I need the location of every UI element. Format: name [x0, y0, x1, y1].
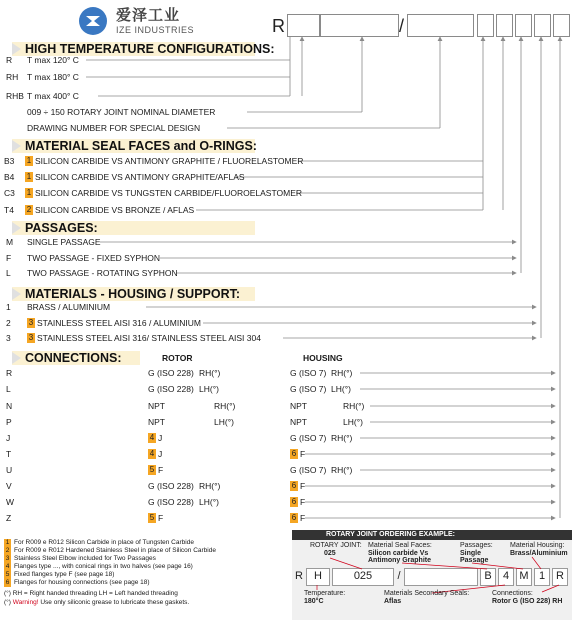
- rotor-thread: F: [158, 465, 164, 475]
- rotor-hand: RH(°): [199, 481, 221, 491]
- example-code-value: H: [314, 570, 322, 582]
- rotor-hand: LH(°): [214, 417, 234, 427]
- rotor-thread: J: [158, 449, 163, 459]
- example-passages-label: Passages:: [460, 542, 493, 549]
- row-text: T max 180° C: [27, 72, 79, 82]
- row-text: T max 400° C: [27, 91, 79, 101]
- housing-thread: G (ISO 7): [290, 433, 327, 443]
- note-item: [4, 539, 194, 547]
- footnote-warning-text: Use only siliconic grease to lubricate these gaskets.: [40, 599, 190, 606]
- row-code: M: [6, 237, 14, 247]
- note-item: [4, 547, 216, 555]
- example-seal-faces-label: Material Seal Faces:: [368, 542, 432, 549]
- note-item: [4, 571, 114, 579]
- example-pointer-lines: [292, 530, 572, 620]
- section-title: MATERIALS - HOUSING / SUPPORT:: [25, 287, 241, 301]
- row-code: 1: [6, 302, 11, 312]
- row-code: C3: [4, 188, 15, 198]
- example-code-value: B: [484, 570, 492, 582]
- housing-thread: NPT: [290, 417, 307, 427]
- rotor-thread: G (ISO 228): [148, 481, 194, 491]
- housing-thread: NPT: [290, 401, 307, 411]
- example-connections-label: Connections:: [492, 590, 533, 597]
- conn-code: Z: [6, 513, 12, 523]
- row-code: R: [6, 55, 13, 65]
- note-badge: 5: [149, 465, 155, 474]
- footnote-threading: (°) RH = Right handed threading LH = Left handed threading: [4, 590, 178, 597]
- note-number: 1: [5, 539, 10, 546]
- conn-code: W: [6, 497, 15, 507]
- row-code: RH: [6, 72, 19, 82]
- housing-hand: RH(°): [331, 433, 353, 443]
- note-badge: 1: [26, 188, 32, 197]
- note-text: For R009 e R012 Hardened Stainless Steel in place of Silicon Carbide: [14, 547, 216, 554]
- row-text: T max 120° C: [27, 55, 79, 65]
- row-text: SILICON CARBIDE VS BRONZE / AFLAS: [35, 205, 195, 215]
- rotor-hand: LH(°): [199, 384, 219, 394]
- row-code: T4: [4, 205, 14, 215]
- note-badge: 2: [26, 205, 32, 214]
- example-passages-value: Passage: [460, 557, 489, 564]
- note-item: [4, 563, 193, 571]
- note-text: For R009 e R012 Silicon Carbide in place of Tungsten Carbide: [14, 539, 194, 546]
- conn-code: N: [6, 401, 13, 411]
- logo-brand-cn: 爱泽工业: [116, 7, 181, 24]
- code-separator: /: [399, 16, 405, 36]
- example-code-value: M: [519, 570, 529, 582]
- row-text: SILICON CARBIDE VS ANTIMONY GRAPHITE / FLUORELASTOMER: [35, 156, 304, 166]
- row-text: DRAWING NUMBER FOR SPECIAL DESIGN: [27, 123, 201, 133]
- example-secondary-label: Materials Secondary Seals:: [384, 590, 470, 597]
- row-text: 009 ÷ 150 ROTARY JOINT NOMINAL DIAMETER: [27, 107, 216, 117]
- note-item: [4, 579, 150, 587]
- housing-thread: G (ISO 7): [290, 368, 327, 378]
- rotor-thread: G (ISO 228): [148, 497, 194, 507]
- footnote-warning-label: Warning!: [12, 599, 39, 606]
- housing-hand: RH(°): [331, 368, 353, 378]
- row-code: B4: [4, 172, 15, 182]
- note-badge: 6: [291, 481, 297, 490]
- example-code-value: 4: [502, 570, 510, 582]
- note-text: Flanges for housing connections (see page 18): [14, 579, 150, 586]
- section-title: MATERIAL SEAL FACES and O-RINGS:: [25, 139, 257, 153]
- example-code-value: 025: [353, 570, 373, 582]
- rotor-hand: LH(°): [199, 497, 219, 507]
- housing-header: HOUSING: [303, 353, 343, 363]
- section-title: PASSAGES:: [25, 221, 98, 235]
- row-code: 2: [6, 318, 11, 328]
- rotor-thread: NPT: [148, 401, 165, 411]
- footnote-warning-symbol: (°): [4, 599, 11, 606]
- housing-hand: LH(°): [331, 384, 351, 394]
- example-housing-value: Brass/Aluminium: [510, 550, 568, 557]
- rotor-thread: G (ISO 228): [148, 384, 194, 394]
- note-number: 3: [5, 555, 10, 562]
- housing-thread: F: [300, 481, 306, 491]
- row-text: STAINLESS STEEL AISI 316 / ALUMINIUM: [37, 318, 201, 328]
- row-code: RHB: [6, 91, 24, 101]
- row-text: STAINLESS STEEL AISI 316/ STAINLESS STEEL AISI 304: [37, 333, 261, 343]
- housing-thread: F: [300, 449, 306, 459]
- row-text: TWO PASSAGE - ROTATING SYPHON: [27, 268, 178, 278]
- rotor-header: ROTOR: [162, 353, 193, 363]
- note-badge: 5: [149, 513, 155, 522]
- housing-thread: F: [300, 497, 306, 507]
- example-code-prefix: R: [295, 570, 303, 582]
- example-code-separator: /: [397, 570, 401, 582]
- note-badge: 6: [291, 497, 297, 506]
- footnote-warning: [4, 599, 189, 607]
- note-number: 5: [5, 571, 10, 578]
- example-secondary-value: Aflas: [384, 598, 402, 605]
- note-number: 2: [5, 547, 10, 554]
- example-rotary-joint-value: 025: [324, 550, 336, 557]
- note-badge: 6: [291, 449, 297, 458]
- rotor-hand: RH(°): [199, 368, 221, 378]
- housing-thread: G (ISO 7): [290, 384, 327, 394]
- example-seal-faces-value: Antimony Graphite: [368, 557, 432, 564]
- rotor-thread: J: [158, 433, 163, 443]
- logo-brand-en: IZE INDUSTRIES: [116, 25, 195, 35]
- note-badge: 3: [28, 318, 34, 327]
- housing-hand: RH(°): [331, 465, 353, 475]
- rotor-hand: RH(°): [214, 401, 236, 411]
- conn-code: V: [6, 481, 12, 491]
- section-title: HIGH TEMPERATURE CONFIGURATIONS:: [25, 42, 275, 56]
- row-text: BRASS / ALUMINIUM: [27, 302, 111, 312]
- row-code: L: [6, 268, 11, 278]
- example-rotary-joint-label: ROTARY JOINT:: [310, 542, 362, 549]
- row-text: TWO PASSAGE - FIXED SYPHON: [27, 253, 161, 263]
- row-code: F: [6, 253, 12, 263]
- example-passages-value: Single: [460, 550, 482, 557]
- note-badge: 1: [26, 156, 32, 165]
- row-text: SILICON CARBIDE VS ANTIMONY GRAPHITE/AFLAS: [35, 172, 245, 182]
- row-text: SILICON CARBIDE VS TUNGSTEN CARBIDE/FLUOROELASTOMER: [35, 188, 303, 198]
- note-badge: 6: [291, 513, 297, 522]
- note-badge: 1: [26, 172, 32, 181]
- housing-hand: LH(°): [343, 417, 363, 427]
- note-badge: 4: [149, 433, 155, 442]
- conn-code: U: [6, 465, 13, 475]
- note-text: Fixed flanges type F (see page 18): [14, 571, 115, 578]
- rotor-thread: F: [158, 513, 164, 523]
- ordering-example: [292, 530, 572, 620]
- row-text: SINGLE PASSAGE: [27, 237, 101, 247]
- note-number: 4: [5, 563, 10, 570]
- example-code-value: R: [556, 570, 564, 582]
- note-number: 6: [5, 579, 10, 586]
- note-badge: 3: [28, 333, 34, 342]
- housing-thread: F: [300, 513, 306, 523]
- row-code: 3: [6, 333, 11, 343]
- section-title: CONNECTIONS:: [25, 351, 122, 365]
- conn-code: L: [6, 384, 11, 394]
- conn-code: T: [6, 449, 12, 459]
- rotor-thread: NPT: [148, 417, 165, 427]
- example-temperature-label: Temperature:: [304, 590, 346, 597]
- example-housing-label: Material Housing:: [510, 542, 565, 549]
- housing-hand: RH(°): [343, 401, 365, 411]
- note-text: Flanges type ..., with conical rings in two halves (see page 16): [14, 563, 193, 570]
- conn-code: J: [6, 433, 11, 443]
- conn-code: P: [6, 417, 12, 427]
- conn-code: R: [6, 368, 13, 378]
- housing-thread: G (ISO 7): [290, 465, 327, 475]
- rotor-thread: G (ISO 228): [148, 368, 194, 378]
- note-text: Stainless Steel Elbow included for Two Passages: [14, 555, 156, 562]
- note-badge: 4: [149, 449, 155, 458]
- example-seal-faces-value: Silicon carbide Vs: [368, 550, 429, 557]
- example-connections-value: Rotor G (ISO 228) RH: [492, 598, 563, 605]
- example-code-value: 1: [538, 570, 546, 582]
- example-temperature-value: 180°C: [304, 598, 324, 605]
- row-code: B3: [4, 156, 15, 166]
- example-title: ROTARY JOINT ORDERING EXAMPLE:: [326, 531, 455, 538]
- code-prefix: R: [272, 16, 285, 36]
- note-item: [4, 555, 156, 563]
